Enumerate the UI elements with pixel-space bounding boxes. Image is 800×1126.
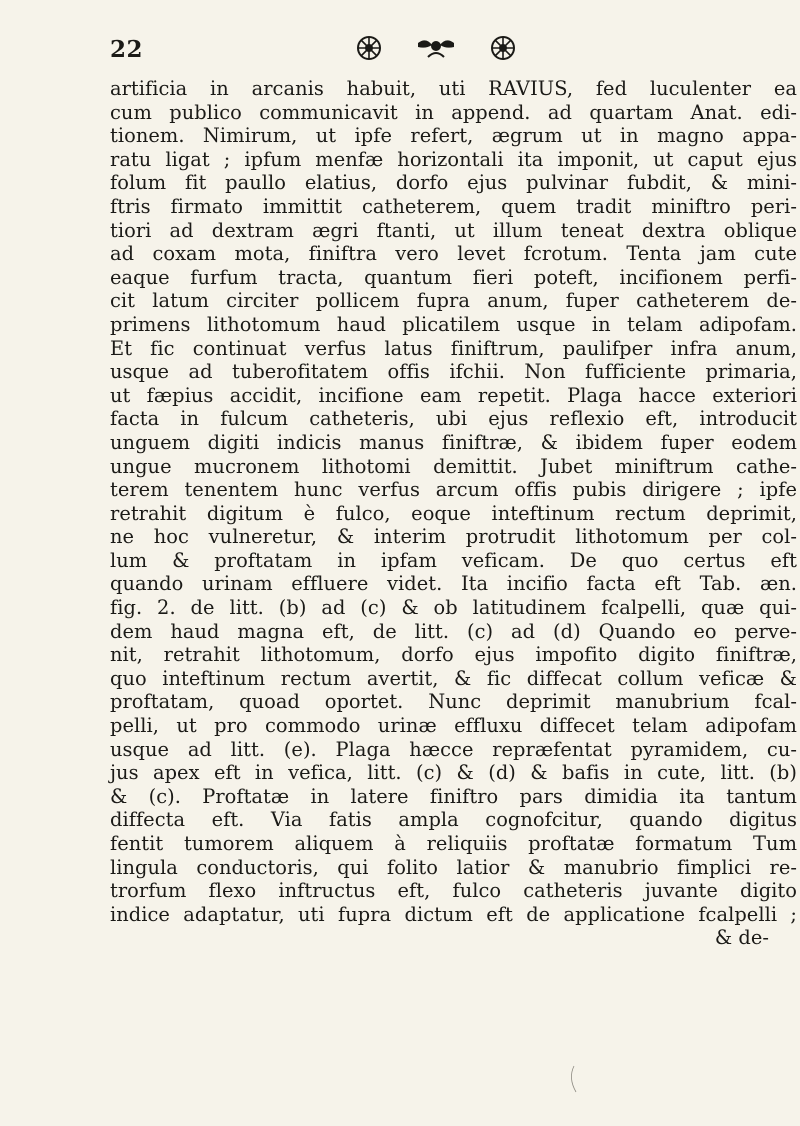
text-line: diffecta eft. Via fatis ampla cognofcitur, quando digitus (110, 808, 797, 832)
text-line: cum publico communicavit in append. ad quartam Anat. edi- (110, 100, 797, 124)
body-text (110, 77, 797, 950)
text-line: usque ad litt. (e). Plaga hæcce repræfentat pyramidem, cu- (110, 737, 797, 761)
text-line: usque ad tuberofitatem offis ifchii. Non fufficiente primaria, (110, 360, 797, 384)
text-line: folum fit paullo elatius, dorfo ejus pulvinar fubdit, & mini- (110, 171, 797, 195)
text-line: nit, retrahit lithotomum, dorfo ejus impofito digito finiftræ, (110, 643, 797, 667)
text-line: eaque furfum tracta, quantum fieri poteft, incifionem perfi- (110, 265, 797, 289)
text-line: unguem digiti indicis manus finiftræ, & ibidem fuper eodem (110, 430, 797, 454)
flower-ornament-icon (356, 35, 382, 61)
text-line: trorfum flexo inftructus eft, fulco catheteris juvante digito (110, 879, 797, 903)
text-line: Et fic continuat verfus latus finiftrum, paulifper infra anum, (110, 336, 797, 360)
text-line: ut fæpius accidit, incifione eam repetit. Plaga hacce exteriori (110, 383, 797, 407)
text-line: cit latum circiter pollicem fupra anum, fuper catheterem de- (110, 289, 797, 313)
text-line: terem tenentem hunc verfus arcum offis pubis dirigere ; ipfe (110, 478, 797, 502)
text-line: ne hoc vulneretur, & interim protrudit lithotomum per col- (110, 525, 797, 549)
text-line: ftris firmato immittit catheterem, quem tradit miniftro peri- (110, 194, 797, 218)
text-line: tionem. Nimirum, ut ipfe refert, ægrum ut in magno appa- (110, 124, 797, 148)
text-line: tiori ad dextram ægri ftanti, ut illum teneat dextra oblique (110, 218, 797, 242)
angel-head-ornament-icon (416, 35, 456, 61)
text-line: proftatam, quoad oportet. Nunc deprimit manubrium fcal- (110, 690, 797, 714)
text-line: & de- (714, 926, 769, 950)
text-line: ratu ligat ; ipfum menfæ horizontali ita imponit, ut caput ejus (110, 147, 797, 171)
flower-ornament-icon (490, 35, 516, 61)
text-line: ad coxam mota, finiftra vero levet fcrotum. Tenta jam cute (110, 242, 797, 266)
text-line: fig. 2. de litt. (b) ad (c) & ob latitudinem fcalpelli, quæ qui- (110, 596, 797, 620)
text-line: lingula conductoris, qui folito latior & manubrio fimplici re- (110, 855, 797, 879)
text-line: quo inteftinum rectum avertit, & fic diffecat collum veficæ & (110, 666, 797, 690)
text-line: artificia in arcanis habuit, uti RAVIUS, fed luculenter ea (110, 77, 797, 100)
text-line: fentit tumorem aliquem à reliquiis proftatæ formatum Tum (110, 832, 797, 855)
text-line: jus apex eft in vefica, litt. (c) & (d) & bafis in cute, litt. (b) (110, 761, 797, 785)
ink-smudge-icon (556, 1064, 596, 1094)
text-line: dem haud magna eft, de litt. (c) ad (d) Quando eo perve- (110, 619, 797, 643)
text-line: retrahit digitum è fulco, eoque inteftinum rectum deprimit, (110, 501, 797, 525)
page-number: 22 (110, 36, 144, 63)
text-line: primens lithotomum haud plicatilem usque in telam adipofam. (110, 312, 797, 336)
header-ornament (356, 34, 516, 62)
text-line: ungue mucronem lithotomi demittit. Jubet miniftrum cathe- (110, 454, 797, 478)
text-line: & (c). Proftatæ in latere finiftro pars dimidia ita tantum (110, 784, 797, 808)
text-line: lum & proftatam in ipfam veficam. De quo certus eft (110, 548, 797, 572)
text-line: quando urinam effluere videt. Ita incifio facta eft Tab. æn. (110, 572, 797, 596)
text-line: pelli, ut pro commodo urinæ effluxu diffecet telam adipofam (110, 714, 797, 738)
text-line: facta in fulcum catheteris, ubi ejus reflexio eft, introducit (110, 407, 797, 431)
text-line: indice adaptatur, uti fupra dictum eft de applicatione fcalpelli ; (110, 902, 797, 926)
